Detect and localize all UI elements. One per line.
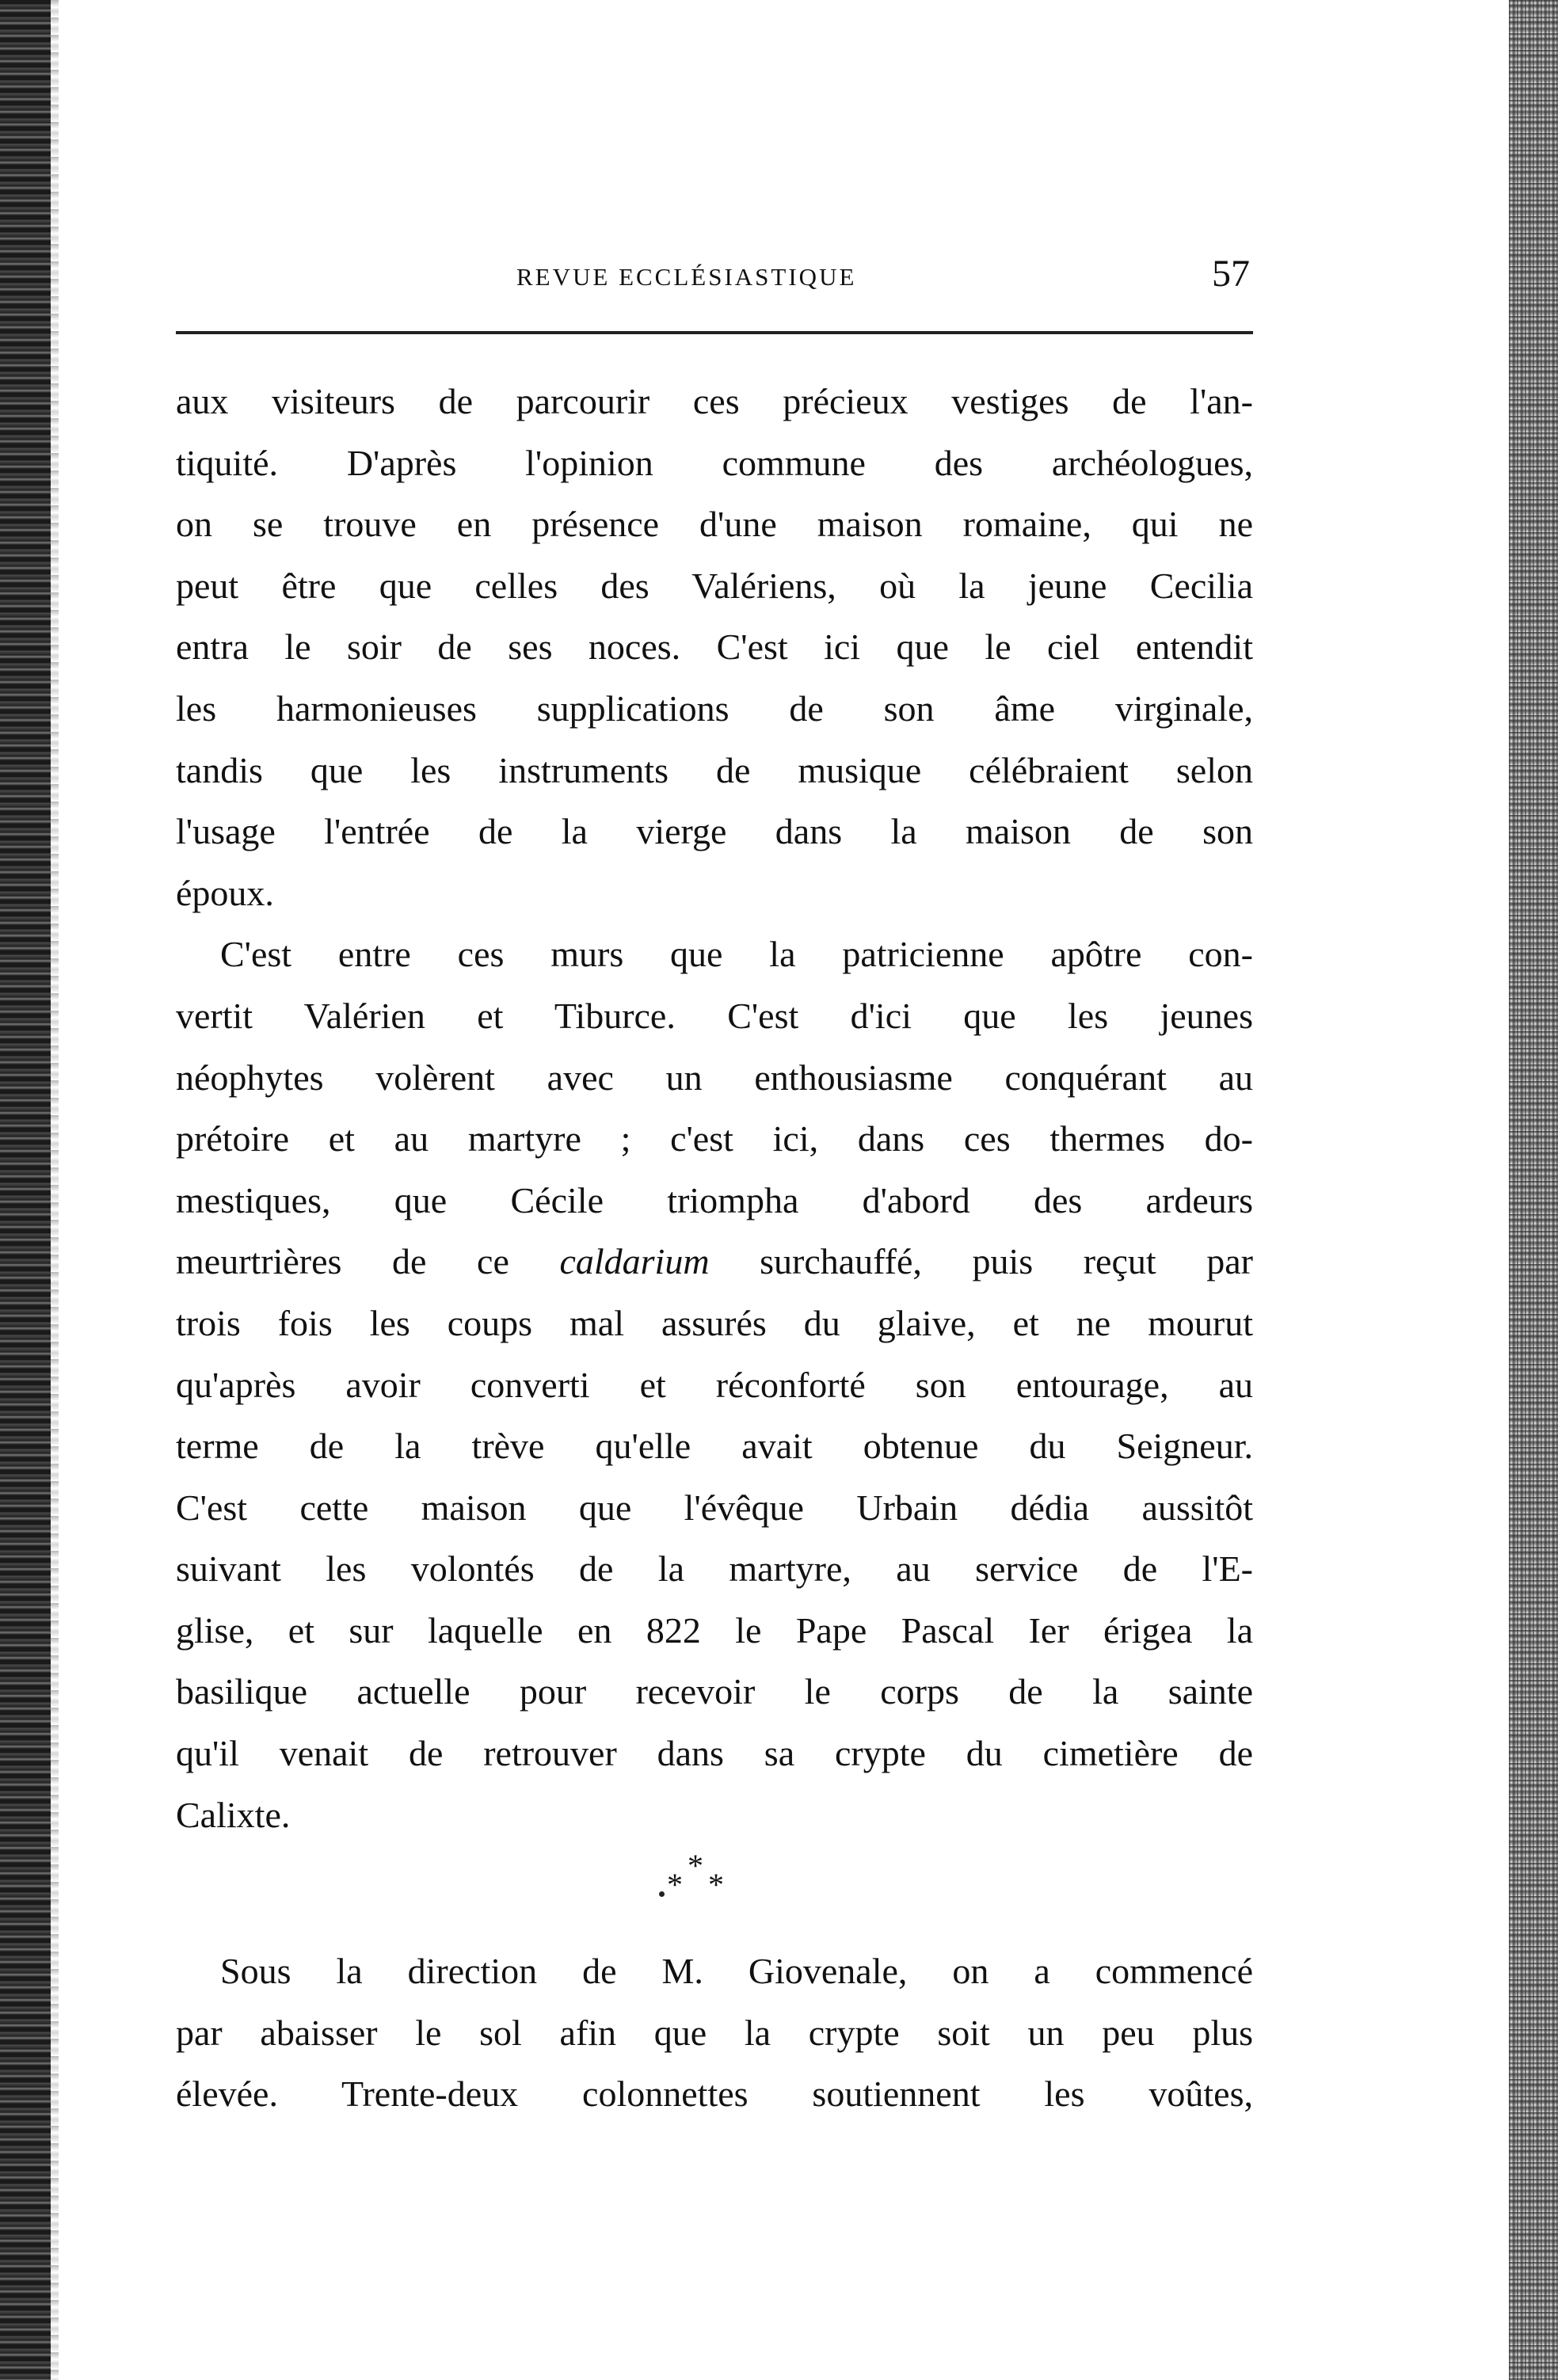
- text-line: néophytes volèrent avec un enthousiasme conquérant au: [176, 1057, 1253, 1098]
- page-number: 57: [1212, 253, 1250, 295]
- text-line: trois fois les coups mal assurés du glaive, et ne mourut: [176, 1302, 1253, 1343]
- header-rule: [176, 331, 1253, 334]
- text-line: C'est entre ces murs que la patricienne apôtre con-: [220, 934, 1253, 975]
- text-line: terme de la trève qu'elle avait obtenue du Seigneur.: [176, 1426, 1253, 1467]
- ink-speck: [659, 1891, 665, 1897]
- text-line: l'usage l'entrée de la vierge dans la maison de son: [176, 811, 1253, 852]
- text-line: on se trouve en présence d'une maison romaine, qui ne: [176, 504, 1253, 545]
- text-line: élevée. Trente-deux colonnettes soutiennent les voûtes,: [176, 2073, 1253, 2115]
- paragraph-3: [176, 1940, 1253, 2125]
- text-line-with-italic: [176, 1231, 1253, 1293]
- text-line: tiquité. D'après l'opinion commune des archéologues,: [176, 442, 1253, 483]
- asterism-star: *: [688, 1848, 703, 1884]
- running-head: [176, 252, 1253, 299]
- text-line: aux visiteurs de parcourir ces précieux vestiges de l'an-: [176, 381, 1253, 421]
- text-line: Sous la direction de M. Giovenale, on a commencé: [220, 1951, 1253, 1992]
- paragraph-1: [176, 371, 1253, 923]
- text-run: meurtrières de ce: [176, 1241, 560, 1282]
- text-line: époux.: [176, 872, 274, 913]
- text-block: [176, 371, 1253, 2125]
- text-line: C'est cette maison que l'évêque Urbain dédia aussitôt: [176, 1487, 1253, 1528]
- italic-term: caldarium: [559, 1241, 710, 1282]
- paragraph-2: [176, 923, 1253, 1845]
- text-line: suivant les volontés de la martyre, au service de l'E-: [176, 1548, 1253, 1590]
- text-line: mestiques, que Cécile triompha d'abord des ardeurs: [176, 1179, 1253, 1220]
- text-run: surchauffé, puis reçut par: [709, 1241, 1253, 1282]
- text-line: prétoire et au martyre ; c'est ici, dans ces thermes do-: [176, 1118, 1253, 1160]
- running-title: REVUE ECCLÉSIASTIQUE: [516, 263, 857, 291]
- scan-edge-left-fade: [51, 0, 59, 2380]
- text-line: vertit Valérien et Tiburce. C'est d'ici que les jeunes: [176, 995, 1253, 1036]
- text-line: peut être que celles des Valériens, où la jeune Cecilia: [176, 565, 1253, 606]
- text-line: qu'il venait de retrouver dans sa crypte du cimetière de: [176, 1733, 1253, 1774]
- scan-edge-left: [0, 0, 51, 2380]
- book-page: [176, 0, 1253, 2380]
- text-line: Calixte.: [176, 1794, 291, 1835]
- text-line: tandis que les instruments de musique célébraient selon: [176, 749, 1253, 790]
- asterism-star: *: [667, 1867, 683, 1903]
- text-line: qu'après avoir converti et réconforté son entourage, au: [176, 1364, 1253, 1405]
- text-line: les harmonieuses supplications de son âme virginale,: [176, 687, 1253, 729]
- asterism-star: *: [708, 1867, 724, 1903]
- text-line: glise, et sur laquelle en 822 le Pape Pascal Ier érigea la: [176, 1609, 1253, 1651]
- text-line: par abaisser le sol afin que la crypte soit un peu plus: [176, 2012, 1253, 2053]
- text-line: basilique actuelle pour recevoir le corps de la sainte: [176, 1671, 1253, 1712]
- text-line: entra le soir de ses noces. C'est ici que le ciel entendit: [176, 626, 1253, 668]
- asterism: [176, 1845, 1253, 1940]
- scan-edge-right: [1509, 0, 1558, 2380]
